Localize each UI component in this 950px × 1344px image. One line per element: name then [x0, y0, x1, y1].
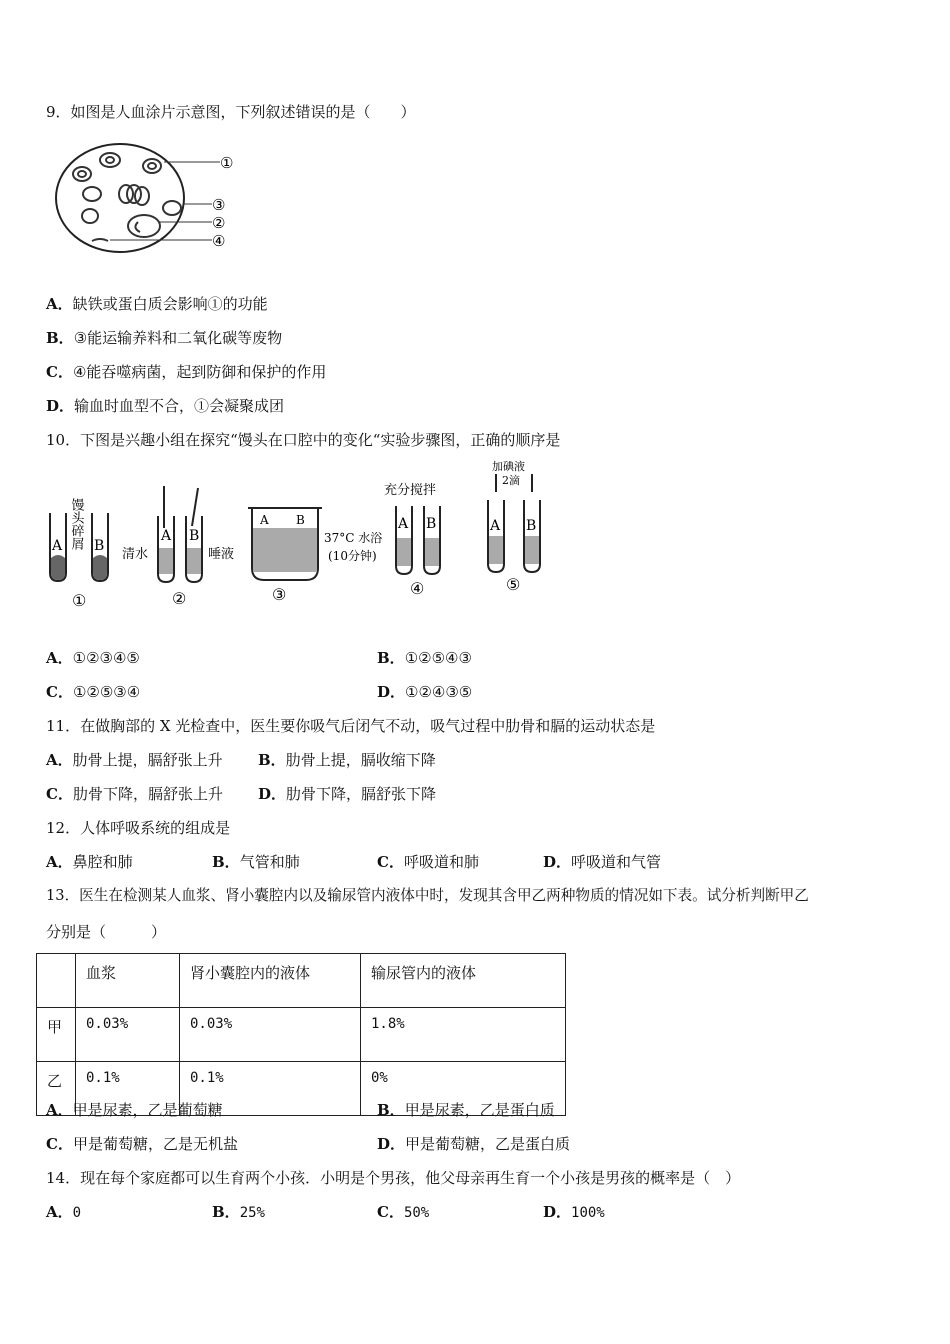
experiment-steps-figure	[40, 458, 560, 618]
tube-b-label: B	[94, 538, 105, 554]
table-header-cell: 血浆	[76, 954, 180, 1008]
q9-stem: 9．如图是人血涂片示意图，下列叙述错误的是（ ）	[46, 103, 416, 121]
q11-option-a: A．肋骨上提，膈舒张上升	[46, 751, 223, 769]
q13-option-a: A．甲是尿素，乙是葡萄糖	[46, 1101, 223, 1119]
q13-option-c: C．甲是葡萄糖，乙是无机盐	[46, 1135, 238, 1153]
q10-stem: 10．下图是兴趣小组在探究“馒头在口腔中的变化“实验步骤图，正确的顺序是	[46, 431, 561, 449]
table-cell: 1.8%	[361, 1008, 566, 1062]
q9-option-d: D．输血时血型不合，①会凝聚成团	[46, 397, 285, 415]
table-header-cell	[37, 954, 76, 1008]
saliva-label: 唾液	[208, 547, 235, 562]
q13-data-table	[36, 953, 566, 1116]
q11-option-d: D．肋骨下降，膈舒张下降	[258, 785, 437, 803]
fig-label: ③	[212, 196, 226, 214]
iodine-label: 加碘液	[492, 460, 525, 473]
q10-option-a: A．①②③④⑤	[46, 649, 140, 667]
q11-option-b: B．肋骨上提，膈收缩下降	[258, 751, 436, 769]
q14-option-a: A．0	[46, 1203, 82, 1221]
fig-label: ④	[212, 232, 226, 250]
q10-option-c: C．①②⑤③④	[46, 683, 141, 701]
tube-a-label: A	[398, 516, 409, 532]
step-number: ③	[272, 585, 287, 604]
blood-smear-figure	[52, 138, 252, 253]
tube-a-label: A	[260, 513, 269, 527]
q13-stem: 13．医生在检测某人血浆、肾小囊腔内以及输尿管内液体中时，发现其含甲乙两种物质的情况如下表。试分析判断甲乙	[46, 887, 809, 904]
step-number: ②	[172, 589, 187, 608]
table-cell: 甲	[37, 1008, 76, 1062]
q10-option-b: B．①②⑤④③	[377, 649, 472, 667]
water-label: 清水	[122, 547, 149, 562]
fig-label: ②	[212, 214, 226, 232]
q9-option-b: B．③能运输养料和二氧化碳等废物	[46, 329, 283, 347]
q12-option-a: A．鼻腔和肺	[46, 853, 133, 871]
q12-option-d: D．呼吸道和气管	[543, 853, 662, 871]
tube-b-label: B	[296, 513, 305, 527]
table-cell: 乙	[37, 1062, 76, 1116]
tube-a-label: A	[161, 528, 172, 544]
bath-time-label: (10分钟)	[328, 549, 377, 563]
table-cell: 0.03%	[76, 1008, 180, 1062]
q13-stem-cont: 分别是（ ）	[46, 923, 167, 941]
q12-option-b: B．气管和肺	[212, 853, 300, 871]
tube-b-label: B	[426, 516, 437, 532]
q14-option-c: C．50%	[377, 1203, 430, 1221]
step-number: ④	[410, 579, 425, 598]
table-cell: 0.1%	[76, 1062, 180, 1116]
bath-label: 37°C 水浴	[324, 531, 383, 545]
q13-option-b: B．甲是尿素，乙是蛋白质	[377, 1101, 555, 1119]
q9-option-c: C．④能吞噬病菌，起到防御和保护的作用	[46, 363, 327, 381]
q14-option-b: B．25%	[212, 1203, 265, 1221]
fig-label: ①	[220, 154, 234, 172]
table-row	[37, 1008, 566, 1062]
tube-b-label: B	[526, 518, 537, 534]
q9-option-a: A．缺铁或蛋白质会影响①的功能	[46, 295, 268, 313]
q14-stem: 14．现在每个家庭都可以生育两个小孩．小明是个男孩，他父母亲再生育一个小孩是男孩的概率是（ ）	[46, 1169, 741, 1187]
tube-a-label: A	[490, 518, 501, 534]
table-header-row	[37, 954, 566, 1008]
table-cell: 0%	[361, 1062, 566, 1116]
iodine-drops-label: 2滴	[502, 474, 520, 487]
step-number: ⑤	[506, 575, 521, 594]
q12-option-c: C．呼吸道和肺	[377, 853, 479, 871]
tube-a-label: A	[52, 538, 63, 554]
table-header-cell: 肾小囊腔内的液体	[180, 954, 361, 1008]
table-header-cell: 输尿管内的液体	[361, 954, 566, 1008]
q10-option-d: D．①②④③⑤	[377, 683, 473, 701]
q12-stem: 12．人体呼吸系统的组成是	[46, 819, 231, 837]
q11-stem: 11．在做胸部的 X 光检查中，医生要你吸气后闭气不动，吸气过程中肋骨和膈的运动状态是	[46, 717, 656, 735]
tube-b-label: B	[189, 528, 200, 544]
stir-label: 充分搅拌	[384, 483, 437, 498]
table-cell: 0.03%	[180, 1008, 361, 1062]
q11-option-c: C．肋骨下降，膈舒张上升	[46, 785, 223, 803]
table-cell: 0.1%	[180, 1062, 361, 1116]
q14-option-d: D．100%	[543, 1203, 605, 1221]
mantou-label: 馒头碎屑	[68, 498, 84, 550]
q13-option-d: D．甲是葡萄糖，乙是蛋白质	[377, 1135, 571, 1153]
step-number: ①	[72, 591, 87, 610]
